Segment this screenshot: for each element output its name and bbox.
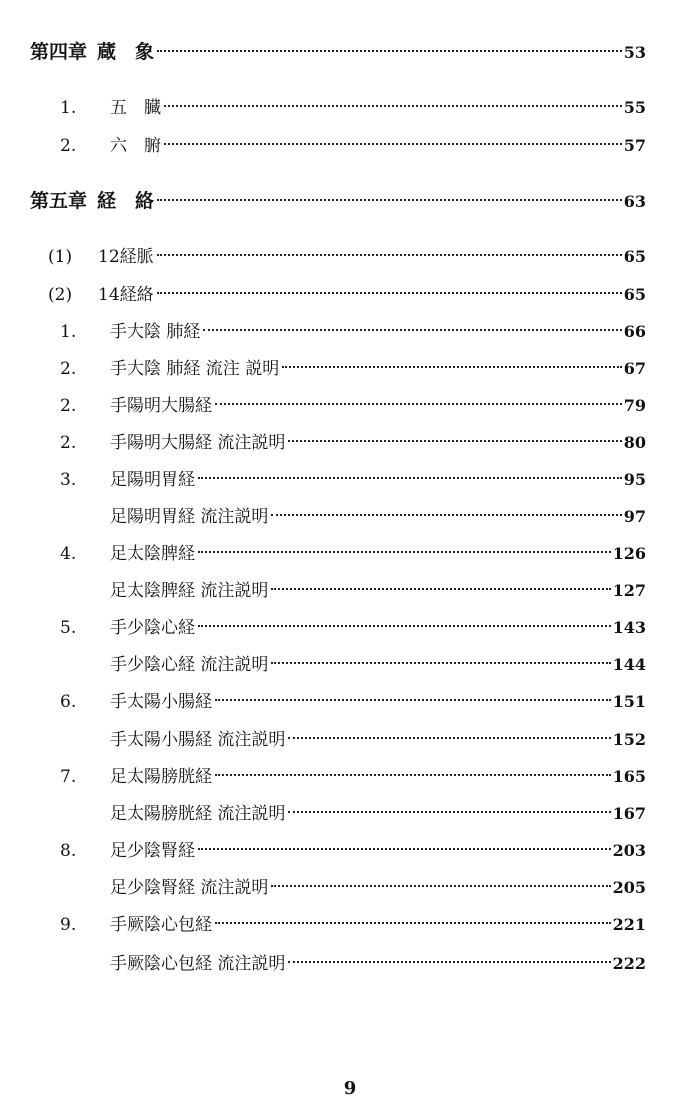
dot-leader <box>203 329 621 331</box>
toc-entry <box>60 431 646 455</box>
toc-entry <box>48 245 646 269</box>
entry-number: 2. <box>60 396 77 416</box>
toc-entry <box>60 579 646 603</box>
page-number: 144 <box>612 655 646 674</box>
entry-title: 六 腑 <box>110 136 161 156</box>
entry-number: 3. <box>60 470 77 490</box>
entry-title: 足太陽膀胱経 流注説明 <box>110 804 286 824</box>
entry-number: 2. <box>60 136 77 156</box>
page-number: 65 <box>623 285 646 304</box>
page-number: 167 <box>612 804 646 823</box>
entry-title: 五 臓 <box>110 98 161 118</box>
toc-entry <box>60 913 646 937</box>
entry-number: 2. <box>60 359 77 379</box>
page-number: 67 <box>623 359 646 378</box>
entry-title: 14経絡 <box>98 285 154 305</box>
entry-number: 5. <box>60 618 77 638</box>
entry-number: 8. <box>60 841 77 861</box>
dot-leader <box>215 774 611 776</box>
entry-title: 手大陰 肺経 <box>110 322 201 342</box>
dot-leader <box>288 961 610 963</box>
entry-title: 足陽明胃経 <box>110 470 195 490</box>
page-number: 97 <box>623 507 646 526</box>
page-number: 222 <box>612 954 646 973</box>
entry-number: 1. <box>60 322 77 342</box>
dot-leader <box>215 922 611 924</box>
page-number: 79 <box>623 396 646 415</box>
entry-number: 4. <box>60 544 77 564</box>
page-number: 143 <box>612 618 646 637</box>
entry-title: 足太陰脾経 <box>110 544 195 564</box>
dot-leader <box>288 440 621 442</box>
page-number: 221 <box>612 915 646 934</box>
page-number: 63 <box>623 192 646 211</box>
toc-entry <box>60 134 646 158</box>
entry-number: 6. <box>60 692 77 712</box>
dot-leader <box>198 625 611 627</box>
toc-entry <box>60 802 646 826</box>
dot-leader <box>198 551 611 553</box>
dot-leader <box>282 366 622 368</box>
entry-title: 手厥陰心包経 <box>110 915 212 935</box>
toc-entry <box>60 728 646 752</box>
toc-entry <box>48 283 646 307</box>
entry-number: 1. <box>60 98 77 118</box>
toc-entry <box>60 952 646 976</box>
toc-entry <box>60 876 646 900</box>
entry-number: 2. <box>60 433 77 453</box>
toc-entry <box>60 96 646 120</box>
toc-chapter <box>30 40 646 65</box>
toc-entry <box>60 394 646 418</box>
page-number: 66 <box>623 322 646 341</box>
entry-title: 手陽明大腸経 流注説明 <box>110 433 286 453</box>
page-number: 126 <box>612 544 646 563</box>
page-number: 57 <box>623 136 646 155</box>
toc-entry <box>60 839 646 863</box>
dot-leader <box>271 885 610 887</box>
page-number: 95 <box>623 470 646 489</box>
toc-entry <box>60 357 646 381</box>
entry-number: (1) <box>48 247 73 267</box>
page-number: 165 <box>612 767 646 786</box>
folio-page-number: 9 <box>343 1078 357 1099</box>
toc-entry <box>60 505 646 529</box>
page-number: 205 <box>612 878 646 897</box>
entry-title: 足少陰腎経 <box>110 841 195 861</box>
dot-leader <box>288 737 610 739</box>
dot-leader <box>215 403 622 405</box>
entry-title: 手厥陰心包経 流注説明 <box>110 954 286 974</box>
page-number: 152 <box>612 730 646 749</box>
page-number: 80 <box>623 433 646 452</box>
dot-leader <box>198 477 622 479</box>
entry-title: 12経脈 <box>98 247 154 267</box>
entry-title: 足陽明胃経 流注説明 <box>110 507 269 527</box>
entry-title: 手大陰 肺経 流注 説明 <box>110 359 280 379</box>
page-number: 127 <box>612 581 646 600</box>
page-number: 151 <box>612 692 646 711</box>
chapter-title: 経 絡 <box>97 190 155 212</box>
entry-title: 手陽明大腸経 <box>110 396 212 416</box>
dot-leader <box>157 199 622 201</box>
entry-number: 9. <box>60 915 77 935</box>
page-number: 65 <box>623 247 646 266</box>
entry-title: 手太陽小腸経 <box>110 692 212 712</box>
page-number: 55 <box>623 98 646 117</box>
page-number: 203 <box>612 841 646 860</box>
dot-leader <box>157 292 622 294</box>
toc-entry <box>60 653 646 677</box>
toc-entry <box>60 765 646 789</box>
chapter-number: 第五章 <box>30 190 88 212</box>
toc-entry <box>60 542 646 566</box>
toc-entry <box>60 616 646 640</box>
chapter-number: 第四章 <box>30 41 88 63</box>
toc-chapter <box>30 189 646 214</box>
entry-title: 手少陰心経 <box>110 618 195 638</box>
dot-leader <box>288 811 610 813</box>
dot-leader <box>271 662 610 664</box>
dot-leader <box>164 143 622 145</box>
entry-title: 手少陰心経 流注説明 <box>110 655 269 675</box>
dot-leader <box>164 105 622 107</box>
page-number: 53 <box>623 43 646 62</box>
toc-entry <box>60 468 646 492</box>
entry-number: (2) <box>48 285 73 305</box>
dot-leader <box>198 848 611 850</box>
toc-entry <box>60 690 646 714</box>
dot-leader <box>271 588 610 590</box>
dot-leader <box>157 50 622 52</box>
dot-leader <box>215 699 611 701</box>
entry-title: 足少陰腎経 流注説明 <box>110 878 269 898</box>
entry-number: 7. <box>60 767 77 787</box>
dot-leader <box>157 254 622 256</box>
toc-entry <box>60 320 646 344</box>
chapter-title: 蔵 象 <box>97 41 155 63</box>
dot-leader <box>271 514 621 516</box>
entry-title: 足太陰脾経 流注説明 <box>110 581 269 601</box>
entry-title: 足太陽膀胱経 <box>110 767 212 787</box>
entry-title: 手太陽小腸経 流注説明 <box>110 730 286 750</box>
